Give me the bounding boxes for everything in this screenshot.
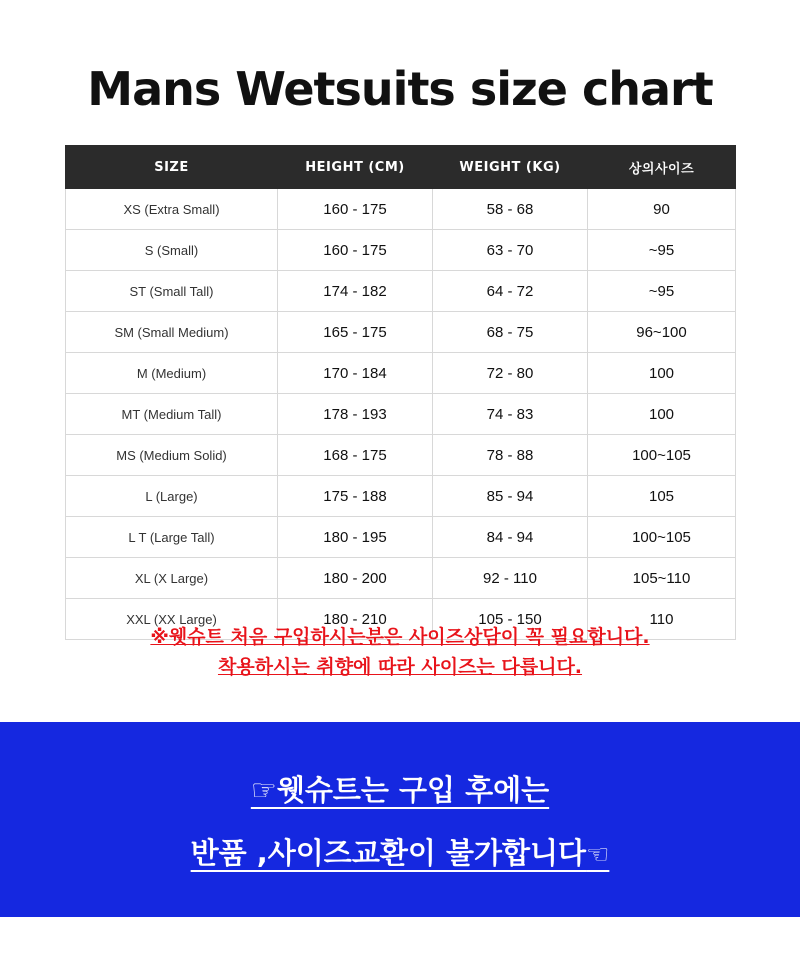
banner-line-1: ☞웻슈트는 구입 후에는 — [250, 772, 550, 807]
cell-height: 170 - 184 — [278, 353, 433, 394]
cell-weight: 74 - 83 — [433, 394, 588, 435]
table-row — [66, 394, 736, 435]
cell-height: 160 - 175 — [278, 189, 433, 230]
cell-size: MS (Medium Solid) — [66, 435, 278, 476]
cell-weight: 105 - 150 — [433, 599, 588, 640]
cell-height: 180 - 210 — [278, 599, 433, 640]
cell-height: 178 - 193 — [278, 394, 433, 435]
cell-size: XXL (XX Large) — [66, 599, 278, 640]
column-header-size: SIZE — [66, 146, 278, 189]
cell-weight: 58 - 68 — [433, 189, 588, 230]
cell-height: 180 - 195 — [278, 517, 433, 558]
cell-weight: 72 - 80 — [433, 353, 588, 394]
notice-line-2: 착용하시는 취향에 따라 사이즈는 다릅니다. — [217, 656, 583, 678]
cell-weight: 92 - 110 — [433, 558, 588, 599]
size-chart-table — [65, 145, 736, 640]
cell-height: 175 - 188 — [278, 476, 433, 517]
cell-top-size: ~95 — [588, 271, 736, 312]
table-row — [66, 353, 736, 394]
cell-top-size: 100~105 — [588, 435, 736, 476]
cell-top-size: 105 — [588, 476, 736, 517]
table-row — [66, 517, 736, 558]
table-header-row — [66, 146, 736, 189]
table-body — [66, 189, 736, 640]
table-row — [66, 435, 736, 476]
banner-line-2-wrap — [191, 831, 610, 872]
column-header-top-size: 상의사이즈 — [588, 146, 736, 189]
table-row — [66, 271, 736, 312]
pointing-hand-left-icon: ☜ — [586, 839, 610, 870]
cell-size: L (Large) — [66, 476, 278, 517]
cell-top-size: 96~100 — [588, 312, 736, 353]
table-header — [66, 146, 736, 189]
cell-height: 168 - 175 — [278, 435, 433, 476]
cell-weight: 68 - 75 — [433, 312, 588, 353]
table-row — [66, 189, 736, 230]
cell-size: XS (Extra Small) — [66, 189, 278, 230]
cell-weight: 63 - 70 — [433, 230, 588, 271]
cell-weight: 85 - 94 — [433, 476, 588, 517]
cell-height: 160 - 175 — [278, 230, 433, 271]
table-row — [66, 476, 736, 517]
cell-size: L T (Large Tall) — [66, 517, 278, 558]
table-row — [66, 230, 736, 271]
cell-weight: 84 - 94 — [433, 517, 588, 558]
column-header-weight: WEIGHT (KG) — [433, 146, 588, 189]
cell-size: M (Medium) — [66, 353, 278, 394]
cell-size: MT (Medium Tall) — [66, 394, 278, 435]
cell-top-size: ~95 — [588, 230, 736, 271]
cell-top-size: 100~105 — [588, 517, 736, 558]
cell-height: 165 - 175 — [278, 312, 433, 353]
cell-weight: 78 - 88 — [433, 435, 588, 476]
notice-block — [0, 622, 800, 682]
cell-top-size: 110 — [588, 599, 736, 640]
return-policy-banner — [0, 722, 800, 917]
column-header-height: HEIGHT (CM) — [278, 146, 433, 189]
cell-weight: 64 - 72 — [433, 271, 588, 312]
cell-size: S (Small) — [66, 230, 278, 271]
size-chart-table-wrap — [65, 145, 735, 640]
cell-size: XL (X Large) — [66, 558, 278, 599]
cell-size: ST (Small Tall) — [66, 271, 278, 312]
notice-line-1: ※웻슈트 처음 구입하시는분은 사이즈상담이 꼭 필요합니다. — [150, 626, 650, 648]
table-row — [66, 312, 736, 353]
banner-line-2: 반품 ,사이즈교환이 불가합니다 — [190, 835, 587, 870]
cell-size: SM (Small Medium) — [66, 312, 278, 353]
cell-height: 180 - 200 — [278, 558, 433, 599]
cell-height: 174 - 182 — [278, 271, 433, 312]
cell-top-size: 90 — [588, 189, 736, 230]
table-row — [66, 558, 736, 599]
page-title: Mans Wetsuits size chart — [87, 62, 713, 116]
cell-top-size: 100 — [588, 353, 736, 394]
cell-top-size: 100 — [588, 394, 736, 435]
cell-top-size: 105~110 — [588, 558, 736, 599]
